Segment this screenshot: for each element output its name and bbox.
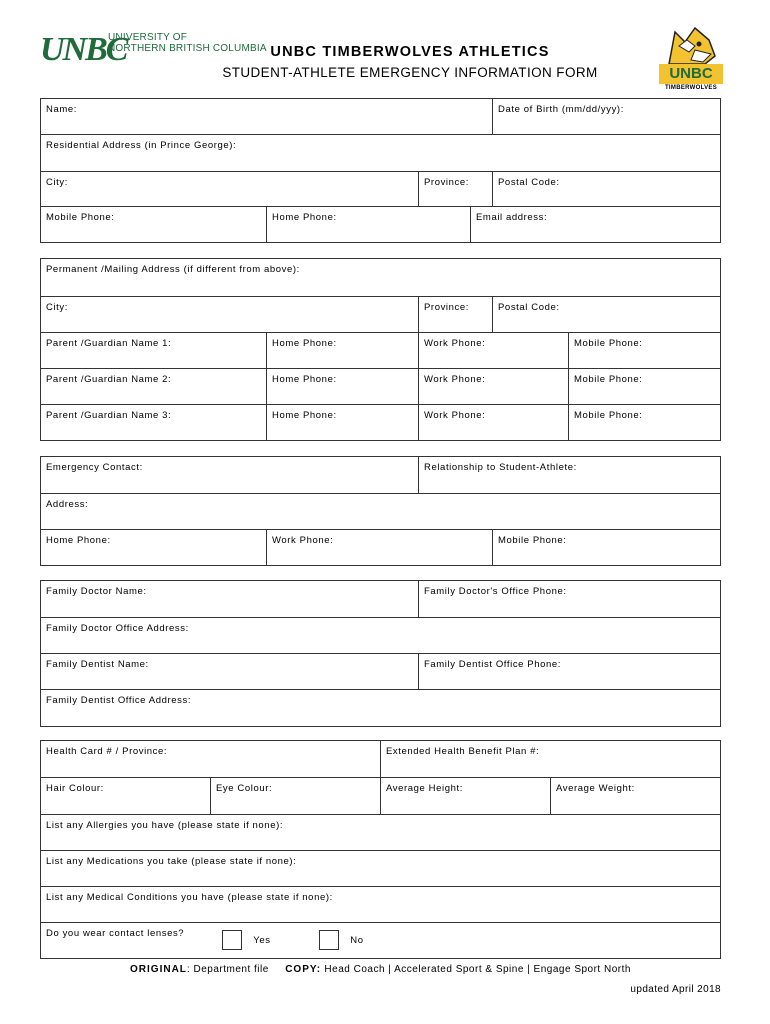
medications-field[interactable]: List any Medications you take (please state if none): (41, 851, 721, 886)
emergency-home-phone-field[interactable]: Home Phone: (41, 530, 267, 565)
health-info-section (40, 740, 721, 959)
page-subtitle: STUDENT-ATHLETE EMERGENCY INFORMATION FORM (222, 65, 598, 80)
emergency-contact-section (40, 456, 721, 566)
mobile-phone-field[interactable]: Mobile Phone: (41, 207, 267, 242)
health-card-field[interactable]: Health Card # / Province: (41, 741, 381, 777)
emergency-address-field[interactable]: Address: (41, 494, 721, 529)
guardian-2-work-field[interactable]: Work Phone: (419, 369, 569, 404)
guardian-1-name-field[interactable]: Parent /Guardian Name 1: (41, 333, 267, 368)
unbc-logo (40, 30, 280, 70)
home-phone-field[interactable]: Home Phone: (267, 207, 471, 242)
postal-code-field[interactable]: Postal Code: (493, 172, 721, 206)
hair-colour-field[interactable]: Hair Colour: (41, 778, 211, 814)
doctor-address-field[interactable]: Family Doctor Office Address: (41, 618, 721, 653)
guardian-2-name-field[interactable]: Parent /Guardian Name 2: (41, 369, 267, 404)
logo-mark: UNBC (40, 31, 127, 68)
city-field[interactable]: City: (41, 172, 419, 206)
dob-field[interactable]: Date of Birth (mm/dd/yyy): (493, 99, 721, 134)
timberwolves-crest (655, 26, 727, 92)
copy-text: Head Coach | Accelerated Sport & Spine | Engage Sport North (321, 964, 631, 975)
yes-checkbox[interactable] (222, 930, 242, 950)
page-title: UNBC TIMBERWOLVES ATHLETICS (270, 44, 550, 60)
province-field[interactable]: Province: (419, 172, 493, 206)
mailing-province-field[interactable]: Province: (419, 297, 493, 332)
dentist-address-field[interactable]: Family Dentist Office Address: (41, 690, 721, 726)
eye-colour-field[interactable]: Eye Colour: (211, 778, 381, 814)
contact-lenses-row (41, 923, 721, 958)
medical-conditions-field[interactable]: List any Medical Conditions you have (please state if none): (41, 887, 721, 922)
guardian-3-work-field[interactable]: Work Phone: (419, 405, 569, 440)
mailing-city-field[interactable]: City: (41, 297, 419, 332)
email-field[interactable]: Email address: (471, 207, 721, 242)
guardian-2-home-field[interactable]: Home Phone: (267, 369, 419, 404)
name-field[interactable]: Name: (41, 99, 493, 134)
emergency-work-phone-field[interactable]: Work Phone: (267, 530, 493, 565)
contact-lenses-question: Do you wear contact lenses? (46, 928, 185, 939)
dentist-name-field[interactable]: Family Dentist Name: (41, 654, 419, 689)
copy-label: COPY: (285, 964, 322, 975)
emergency-mobile-phone-field[interactable]: Mobile Phone: (493, 530, 721, 565)
guardian-1-mobile-field[interactable]: Mobile Phone: (569, 333, 721, 368)
no-checkbox[interactable] (319, 930, 339, 950)
no-label: No (350, 934, 364, 946)
wolf-head-icon (665, 26, 717, 66)
logo-line-1: UNIVERSITY OF (108, 32, 188, 43)
guardian-3-name-field[interactable]: Parent /Guardian Name 3: (41, 405, 267, 440)
distribution-note (40, 964, 721, 975)
logo-university-name (108, 32, 267, 54)
doctor-phone-field[interactable]: Family Doctor's Office Phone: (419, 581, 721, 617)
average-weight-field[interactable]: Average Weight: (551, 778, 721, 814)
student-info-section (40, 98, 721, 243)
yes-option[interactable] (222, 930, 271, 950)
mailing-postal-field[interactable]: Postal Code: (493, 297, 721, 332)
allergies-field[interactable]: List any Allergies you have (please state if none): (41, 815, 721, 850)
crest-wordmark: UNBC (659, 64, 723, 84)
updated-date: updated April 2018 (630, 984, 721, 995)
average-height-field[interactable]: Average Height: (381, 778, 551, 814)
mailing-address-field[interactable]: Permanent /Mailing Address (if different from above): (41, 259, 721, 296)
no-option[interactable] (319, 930, 364, 950)
dentist-phone-field[interactable]: Family Dentist Office Phone: (419, 654, 721, 689)
original-label: ORIGINAL (130, 964, 187, 975)
extended-health-field[interactable]: Extended Health Benefit Plan #: (381, 741, 721, 777)
residential-address-field[interactable]: Residential Address (in Prince George): (41, 135, 721, 171)
guardian-2-mobile-field[interactable]: Mobile Phone: (569, 369, 721, 404)
yes-label: Yes (253, 934, 271, 946)
emergency-contact-field[interactable]: Emergency Contact: (41, 457, 419, 493)
doctor-dentist-section (40, 580, 721, 727)
guardian-3-mobile-field[interactable]: Mobile Phone: (569, 405, 721, 440)
doctor-name-field[interactable]: Family Doctor Name: (41, 581, 419, 617)
logo-line-2: NORTHERN BRITISH COLUMBIA (108, 43, 267, 54)
relationship-field[interactable]: Relationship to Student-Athlete: (419, 457, 721, 493)
guardian-1-work-field[interactable]: Work Phone: (419, 333, 569, 368)
mailing-guardian-section (40, 258, 721, 441)
guardian-3-home-field[interactable]: Home Phone: (267, 405, 419, 440)
original-text: : Department file (186, 964, 269, 975)
crest-subtitle: TIMBERWOLVES (664, 85, 718, 91)
guardian-1-home-field[interactable]: Home Phone: (267, 333, 419, 368)
